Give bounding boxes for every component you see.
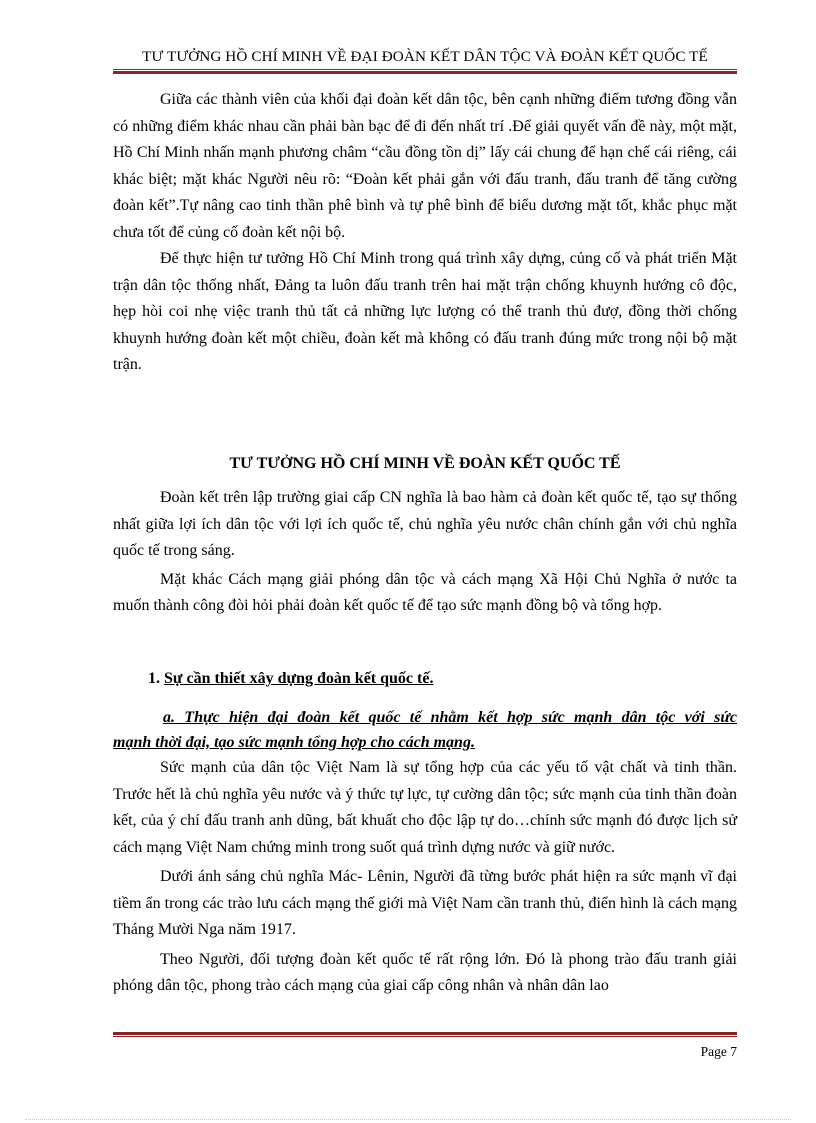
paragraph: Sức mạnh của dân tộc Việt Nam là sự tổng hợp của các yếu tố vật chất và tinh thần. Trước hết là chủ nghĩa yêu nước và ý thức tự lực, tự cường dân tộc; sức mạnh của tinh thần đoàn kết, của ý chí đấu tranh anh dũng, bất khuất cho độc lập tự do…chính sức mạnh đó được lịch sử cách mạng Việt Nam chứng minh trong suốt quá trình dựng nước và giữ nước. bbox=[113, 759, 737, 856]
footer-divider bbox=[113, 1032, 737, 1038]
page-edge-dotted-line bbox=[25, 1119, 791, 1120]
paragraph: Mặt khác Cách mạng giải phóng dân tộc và cách mạng Xã Hội Chủ Nghĩa ở nước ta muốn thành công đòi hỏi phải đoàn kết quốc tế để tạo sức mạnh đồng bộ và tổng hợp. bbox=[113, 570, 737, 614]
body-block-1 bbox=[113, 87, 737, 379]
page-header-title: TƯ TƯỞNG HỒ CHÍ MINH VỀ ĐẠI ĐOÀN KẾT DÂN TỘC VÀ ĐOÀN KẾT QUỐC TẾ bbox=[142, 48, 708, 65]
paragraph: Dưới ánh sáng chủ nghĩa Mác- Lênin, Người đã từng bước phát hiện ra sức mạnh vĩ đại tiềm ẩn trong các trào lưu cách mạng thế giới mà Việt Nam cần tranh thủ, điển hình là cách mạng Tháng Mười Nga năm 1917. bbox=[113, 868, 737, 938]
footer-divider-thin-line bbox=[113, 1036, 737, 1037]
heading-number: 1. bbox=[148, 670, 160, 687]
section-title: TƯ TƯỞNG HỒ CHÍ MINH VỀ ĐOÀN KẾT QUỐC TẾ bbox=[229, 455, 621, 472]
footer-divider-thick-line bbox=[113, 1032, 737, 1035]
header-divider bbox=[113, 69, 737, 75]
heading-numbered bbox=[148, 670, 433, 688]
subheading-a-line-1: a. Thực hiện đại đoàn kết quốc tế nhằm kết hợp sức mạnh dân tộc với sức bbox=[163, 709, 737, 726]
paragraph: Theo Người, đối tượng đoàn kết quốc tế rất rộng lớn. Đó là phong trào đấu tranh giải phóng dân tộc, phong trào cách mạng của giai cấp công nhân và nhân dân lao bbox=[113, 950, 737, 994]
body-block-2 bbox=[113, 485, 737, 620]
paragraph: Đoàn kết trên lập trường giai cấp CN nghĩa là bao hàm cả đoàn kết quốc tế, tạo sự thống nhất giữa lợi ích dân tộc với lợi ích quốc tế, chủ nghĩa yêu nước chân chính gắn với chủ nghĩa quốc tế trong sáng. bbox=[113, 489, 737, 559]
subheading-a-line-2: mạnh thời đại, tạo sức mạnh tổng hợp cho cách mạng. bbox=[113, 734, 475, 751]
header-divider-thick-line bbox=[113, 71, 737, 74]
body-block-3 bbox=[113, 755, 737, 1000]
header-divider-thin-line bbox=[113, 69, 737, 70]
paragraph: Để thực hiện tư tưởng Hồ Chí Minh trong quá trình xây dựng, củng cố và phát triển Mặt trận dân tộc thống nhất, Đảng ta luôn đấu tranh trên hai mặt trận chống khuynh hướng cô độc, hẹp hòi coi nhẹ việc tranh thủ tất cả những lực lượng có thể tranh thủ đượ, đồng thời chống khuynh hướng đoàn kết một chiều, đoàn kết mà không có đấu tranh đúng mức trong nội bộ mặt trận. bbox=[113, 250, 737, 373]
heading-text: Sự cần thiết xây dựng đoàn kết quốc tế. bbox=[164, 670, 434, 687]
page-number: Page 7 bbox=[700, 1044, 737, 1059]
paragraph: Giữa các thành viên của khối đại đoàn kết dân tộc, bên cạnh những điểm tương đồng vẫn có những điểm khác nhau cần phải bàn bạc để đi đến nhất trí .Để giải quyết vấn đề này, một mặt, Hồ Chí Minh nhấn mạnh phương châm “cầu đồng tồn dị” lấy cái chung để hạn chế cái riêng, cái khác biệt; mặt khác Người nêu rõ: “Đoàn kết phải gắn với đấu tranh, đấu tranh để tăng cường đoàn kết”.Tự nâng cao tinh thần phê bình và tự phê bình để biểu dương mặt tốt, khắc phục mặt chưa tốt để củng cố đoàn kết nội bộ. bbox=[113, 91, 737, 241]
subheading-a bbox=[113, 705, 737, 755]
